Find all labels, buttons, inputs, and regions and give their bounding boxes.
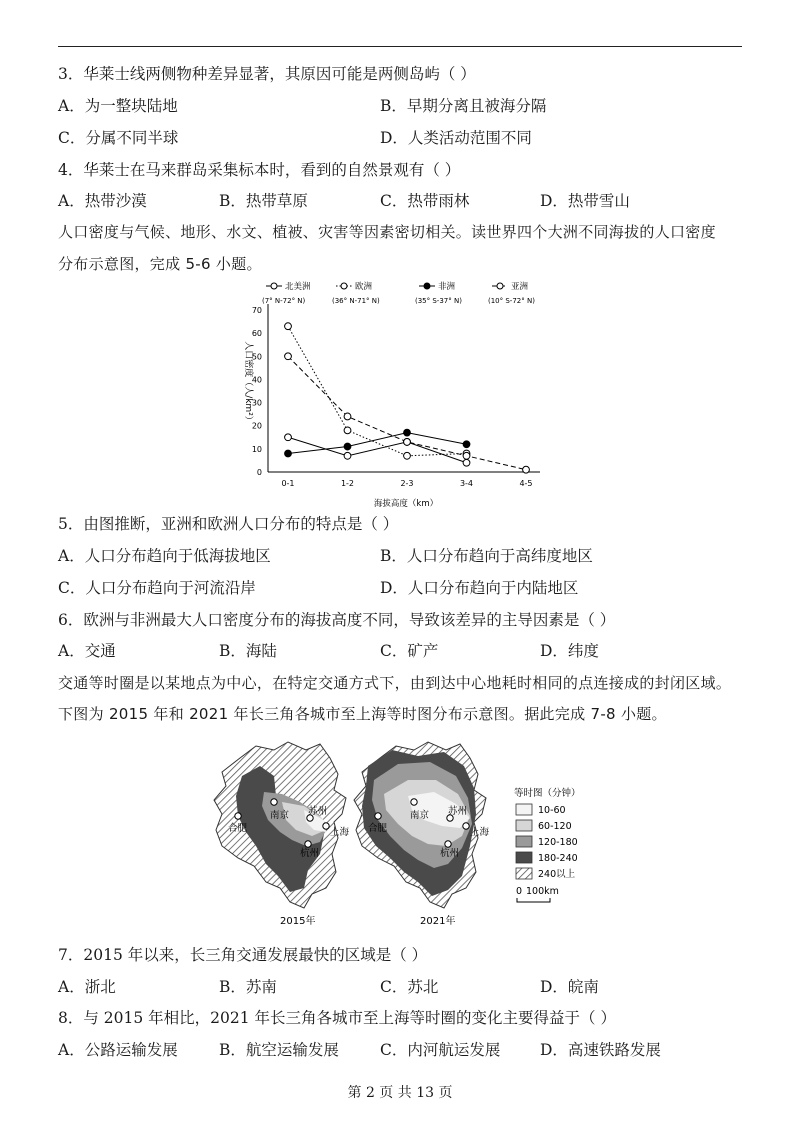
legend-swatch-120-180 xyxy=(516,836,532,847)
legend-range-3: (10° S-72° N) xyxy=(488,297,535,305)
q4-option-b: B．热带草原 xyxy=(219,192,308,210)
q6-stem: 6．欧洲与非洲最大人口密度分布的海拔高度不同，导致该差异的主导因素是（ ） xyxy=(58,611,616,629)
map-2021 xyxy=(354,742,490,927)
legend-marker-0 xyxy=(271,283,277,289)
legend-marker-3 xyxy=(497,283,503,289)
legend-range-2: (35° S-37° N) xyxy=(415,297,462,305)
q8-option-b: B．航空运输发展 xyxy=(219,1041,339,1059)
legend-swatch-240-plus xyxy=(516,868,532,879)
map-2015-label-nanjing: 南京 xyxy=(270,810,290,821)
legend-range-0: (7° N-72° N) xyxy=(262,297,306,305)
q5-option-b: B．人口分布趋向于高纬度地区 xyxy=(380,547,593,565)
y-tick-label: 20 xyxy=(251,421,262,431)
q3-stem: 3．华莱士线两侧物种差异显著，其原因可能是两侧岛屿（ ） xyxy=(58,65,476,83)
y-axis-label: 人口密度（人/km²） xyxy=(243,341,253,425)
legend-label-120-180: 120-180 xyxy=(538,837,578,848)
legend-swatch-180-240 xyxy=(516,852,532,863)
series-line-1 xyxy=(288,326,467,456)
q8-option-a: A．公路运输发展 xyxy=(58,1041,178,1059)
y-tick-label: 40 xyxy=(251,375,262,385)
q7-option-b: B．苏南 xyxy=(219,978,277,996)
q7-option-a: A．浙北 xyxy=(58,978,116,996)
y-tick-label: 10 xyxy=(251,444,262,454)
population-density-chart xyxy=(228,276,558,512)
q5-stem: 5．由图推断，亚洲和欧洲人口分布的特点是（ ） xyxy=(58,515,399,533)
data-point-2-0 xyxy=(285,450,292,457)
legend-marker-2 xyxy=(424,283,430,289)
map-2015 xyxy=(214,742,350,927)
q5-option-d: D．人口分布趋向于内陆地区 xyxy=(380,579,579,597)
map-2021-year: 2021年 xyxy=(420,916,456,927)
q4-option-a: A．热带沙漠 xyxy=(58,192,147,210)
q6-option-a: A．交通 xyxy=(58,642,116,660)
data-point-3-3 xyxy=(463,452,470,459)
q6-option-b: B．海陆 xyxy=(219,642,277,660)
legend-label-60-120: 60-120 xyxy=(538,821,572,832)
y-tick-label: 30 xyxy=(251,398,262,408)
map-2021-label-nanjing: 南京 xyxy=(410,810,430,821)
page-footer: 第 2 页 共 13 页 xyxy=(347,1085,453,1101)
q5-option-c: C．人口分布趋向于河流沿岸 xyxy=(58,579,256,597)
data-point-2-3 xyxy=(463,441,470,448)
scale-bar xyxy=(517,898,550,902)
q4-option-c: C．热带雨林 xyxy=(380,192,470,210)
q4-stem: 4．华莱士在马来群岛采集标本时，看到的自然景观有（ ） xyxy=(58,161,461,179)
q3-option-b: B．早期分离且被海分隔 xyxy=(380,97,547,115)
q3-option-a: A．为一整块陆地 xyxy=(58,97,178,115)
legend-swatch-60-120 xyxy=(516,820,532,831)
q8-option-c: C．内河航运发展 xyxy=(380,1041,501,1059)
q7-stem: 7．2015 年以来，长三角交通发展最快的区域是（ ） xyxy=(58,946,428,964)
map-2021-label-hangzhou: 杭州 xyxy=(440,848,460,859)
series-line-2 xyxy=(288,433,467,454)
data-point-1-1 xyxy=(344,427,351,434)
legend-name-3: 亚洲 xyxy=(511,282,529,292)
legend-title: 等时图（分钟） xyxy=(514,788,581,799)
map-2021-label-shanghai: 上海 xyxy=(470,827,490,838)
map-2015-label-hefei: 合肥 xyxy=(228,823,248,834)
scale-label: 100km xyxy=(526,886,559,897)
map-2021-label-suzhou: 苏州 xyxy=(448,806,468,817)
scale-zero: 0 xyxy=(516,886,523,897)
data-point-2-1 xyxy=(344,443,351,450)
passage1-line2: 分布示意图，完成 5-6 小题。 xyxy=(58,255,262,273)
data-point-2-2 xyxy=(404,429,411,436)
legend-label-240-plus: 240以上 xyxy=(538,869,576,880)
q6-option-c: C．矿产 xyxy=(380,642,439,660)
legend-name-1: 欧洲 xyxy=(355,282,373,292)
x-tick-label: 0-1 xyxy=(281,479,295,488)
map-2015-label-shanghai: 上海 xyxy=(330,827,350,838)
x-tick-label: 3-4 xyxy=(459,479,474,488)
legend-range-1: (36° N-71° N) xyxy=(332,297,380,305)
legend-label-10-60: 10-60 xyxy=(538,805,566,816)
q3-option-d: D．人类活动范围不同 xyxy=(380,129,532,147)
legend-marker-1 xyxy=(341,283,347,289)
q4-option-d: D．热带雪山 xyxy=(540,192,630,210)
data-point-0-3 xyxy=(463,459,470,466)
data-point-3-2 xyxy=(404,439,411,446)
legend-label-180-240: 180-240 xyxy=(538,853,578,864)
map-2021-label-hefei: 合肥 xyxy=(368,823,388,834)
map-2015-label-suzhou: 苏州 xyxy=(308,806,328,817)
x-tick-label: 4-5 xyxy=(519,479,533,488)
data-point-3-4 xyxy=(523,466,530,473)
q8-option-d: D．高速铁路发展 xyxy=(540,1041,661,1059)
x-axis-label: 海拔高度（km） xyxy=(373,499,439,509)
q3-option-c: C．分属不同半球 xyxy=(58,129,179,147)
passage2-line1: 交通等时圈是以某地点为中心，在特定交通方式下，由到达中心地耗时相同的点连接成的封闭区域。 xyxy=(58,674,732,692)
legend-name-0: 北美洲 xyxy=(285,282,311,292)
y-tick-label: 60 xyxy=(251,329,262,339)
data-point-1-2 xyxy=(404,452,411,459)
data-point-1-0 xyxy=(285,323,292,330)
map-2015-label-hangzhou: 杭州 xyxy=(300,848,320,859)
legend-swatch-10-60 xyxy=(516,804,532,815)
x-tick-label: 2-3 xyxy=(400,479,414,488)
q7-option-c: C．苏北 xyxy=(380,978,439,996)
y-tick-label: 0 xyxy=(256,468,262,477)
map-2015-year: 2015年 xyxy=(280,916,316,927)
isochrone-maps-figure xyxy=(208,736,608,932)
q6-option-d: D．纬度 xyxy=(540,642,599,660)
data-point-3-1 xyxy=(344,413,351,420)
x-tick-label: 1-2 xyxy=(340,479,355,488)
q5-option-a: A．人口分布趋向于低海拔地区 xyxy=(58,547,271,565)
header-rule xyxy=(58,46,742,47)
q8-stem: 8．与 2015 年相比，2021 年长三角各城市至上海等时圈的变化主要得益于（ ） xyxy=(58,1009,616,1027)
data-point-0-0 xyxy=(285,434,292,441)
q7-option-d: D．皖南 xyxy=(540,978,599,996)
passage2-line2: 下图为 2015 年和 2021 年长三角各城市至上海等时图分布示意图。据此完成 7-8 小题。 xyxy=(58,705,667,723)
y-tick-label: 70 xyxy=(251,306,262,315)
passage1-line1: 人口密度与气候、地形、水文、植被、灾害等因素密切相关。读世界四个大洲不同海拔的人口密度 xyxy=(58,223,716,241)
y-tick-label: 50 xyxy=(251,352,262,362)
isochrone-legend xyxy=(514,787,581,902)
data-point-3-0 xyxy=(285,353,292,360)
data-point-0-1 xyxy=(344,452,351,459)
legend-name-2: 非洲 xyxy=(438,282,456,292)
